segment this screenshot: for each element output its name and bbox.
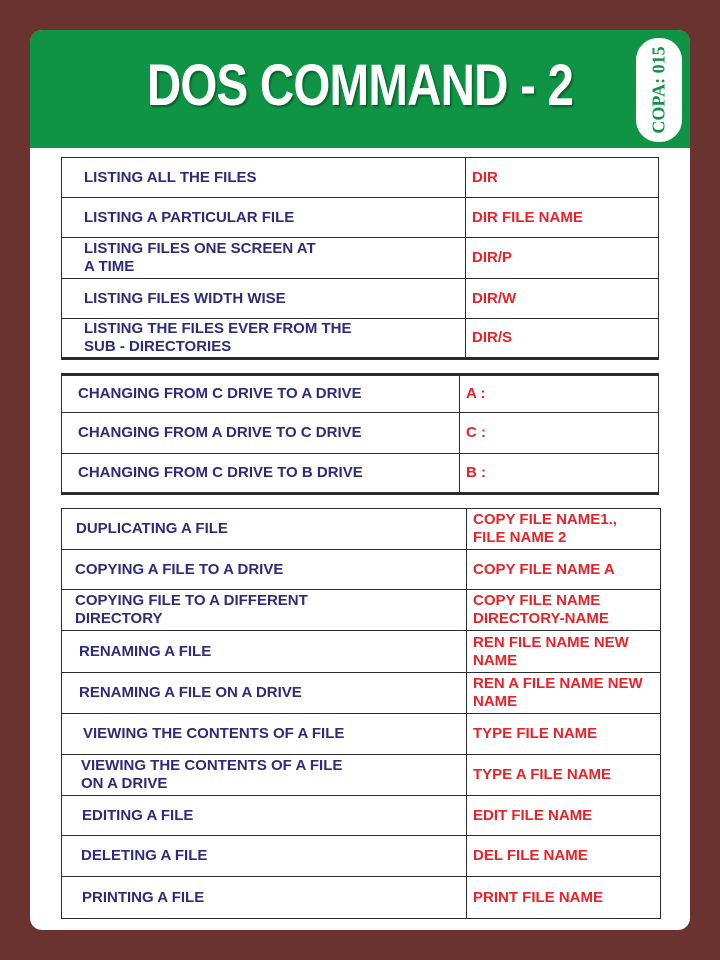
table-row bbox=[62, 877, 661, 919]
command-description: LISTING ALL THE FILES bbox=[62, 158, 466, 198]
command-syntax: TYPE FILE NAME bbox=[467, 714, 661, 755]
table-row bbox=[62, 714, 661, 755]
header-banner bbox=[30, 30, 690, 148]
command-description: LISTING THE FILES EVER FROM THE SUB - DIRECTORIES bbox=[62, 319, 466, 359]
command-syntax: DIR/W bbox=[466, 279, 659, 319]
command-description: CHANGING FROM A DRIVE TO C DRIVE bbox=[62, 413, 460, 454]
drive-change-commands-table bbox=[61, 373, 659, 495]
command-syntax: COPY FILE NAME1., FILE NAME 2 bbox=[467, 509, 661, 550]
command-description: DUPLICATING A FILE bbox=[62, 509, 467, 550]
command-description: LISTING FILES ONE SCREEN AT A TIME bbox=[62, 238, 466, 279]
command-syntax: COPY FILE NAME DIRECTORY-NAME bbox=[467, 590, 661, 631]
table-row bbox=[62, 279, 659, 319]
command-description: VIEWING THE CONTENTS OF A FILE bbox=[62, 714, 467, 755]
command-description: COPYING FILE TO A DIFFERENT DIRECTORY bbox=[62, 590, 467, 631]
listing-commands-table bbox=[61, 157, 659, 360]
command-syntax: DEL FILE NAME bbox=[467, 836, 661, 877]
command-syntax: COPY FILE NAME A bbox=[467, 550, 661, 590]
command-syntax: PRINT FILE NAME bbox=[467, 877, 661, 919]
code-badge bbox=[636, 38, 682, 142]
command-description: EDITING A FILE bbox=[62, 796, 467, 836]
table-row bbox=[62, 590, 661, 631]
table-row bbox=[62, 375, 659, 413]
command-syntax: EDIT FILE NAME bbox=[467, 796, 661, 836]
command-description: CHANGING FROM C DRIVE TO B DRIVE bbox=[62, 454, 460, 494]
command-description: LISTING A PARTICULAR FILE bbox=[62, 198, 466, 238]
table-row bbox=[62, 454, 659, 494]
command-syntax: REN FILE NAME NEW NAME bbox=[467, 631, 661, 673]
file-commands-table bbox=[61, 508, 661, 919]
table-row bbox=[62, 550, 661, 590]
command-syntax: C : bbox=[460, 413, 659, 454]
table-row bbox=[62, 755, 661, 796]
page-title: DOS COMMAND - 2 bbox=[146, 53, 574, 118]
table-row bbox=[62, 238, 659, 279]
table-row bbox=[62, 673, 661, 714]
command-syntax: DIR bbox=[466, 158, 659, 198]
table-row bbox=[62, 198, 659, 238]
code-badge-label: COPA: 015 bbox=[648, 46, 669, 134]
command-syntax: DIR/P bbox=[466, 238, 659, 279]
table-row bbox=[62, 319, 659, 359]
command-description: LISTING FILES WIDTH WISE bbox=[62, 279, 466, 319]
command-description: VIEWING THE CONTENTS OF A FILE ON A DRIVE bbox=[62, 755, 467, 796]
command-syntax: DIR/S bbox=[466, 319, 659, 359]
command-description: CHANGING FROM C DRIVE TO A DRIVE bbox=[62, 375, 460, 413]
table-row bbox=[62, 509, 661, 550]
command-description: RENAMING A FILE bbox=[62, 631, 467, 673]
command-description: COPYING A FILE TO A DRIVE bbox=[62, 550, 467, 590]
command-description: DELETING A FILE bbox=[62, 836, 467, 877]
table-row bbox=[62, 413, 659, 454]
command-syntax: TYPE A FILE NAME bbox=[467, 755, 661, 796]
table-row bbox=[62, 796, 661, 836]
table-row bbox=[62, 836, 661, 877]
command-syntax: DIR FILE NAME bbox=[466, 198, 659, 238]
command-description: PRINTING A FILE bbox=[62, 877, 467, 919]
command-syntax: B : bbox=[460, 454, 659, 494]
command-syntax: A : bbox=[460, 375, 659, 413]
table-row bbox=[62, 158, 659, 198]
table-row bbox=[62, 631, 661, 673]
command-description: RENAMING A FILE ON A DRIVE bbox=[62, 673, 467, 714]
command-syntax: REN A FILE NAME NEW NAME bbox=[467, 673, 661, 714]
